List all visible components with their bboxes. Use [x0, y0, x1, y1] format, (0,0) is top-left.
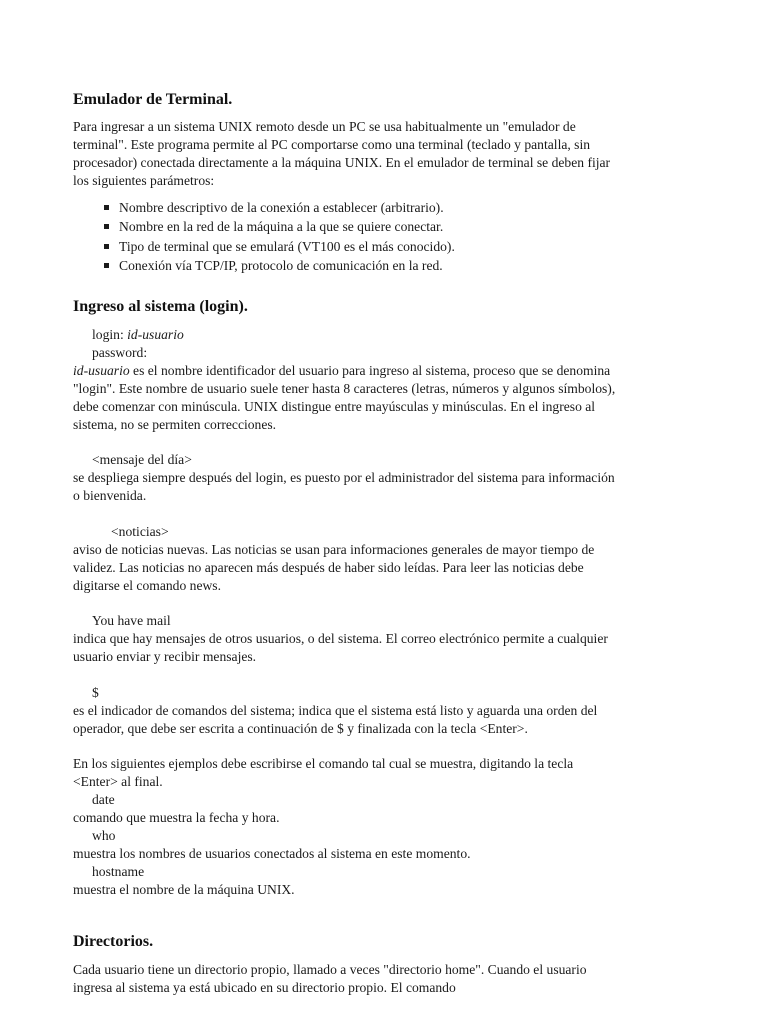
- paragraph-line: o bienvenida.: [73, 488, 147, 503]
- paragraph-line: se despliega siempre después del login, es puesto por el administrador del sistema para información: [73, 470, 615, 485]
- heading-emulador-terminal: Emulador de Terminal.: [73, 91, 233, 108]
- list-item: Tipo de terminal que se emulará (VT100 es el más conocido).: [104, 237, 694, 256]
- list-item: Nombre en la red de la máquina a la que se quiere conectar.: [104, 217, 694, 236]
- paragraph-line: Cada usuario tiene un directorio propio, llamado a veces "directorio home". Cuando el usuario: [73, 962, 587, 977]
- paragraph-line: Para ingresar a un sistema UNIX remoto desde un PC se usa habitualmente un "emulador de: [73, 119, 576, 134]
- paragraph-line: "login". Este nombre de usuario suele tener hasta 8 caracteres (letras, números y algunos símbolos),: [73, 381, 616, 396]
- paragraph-line: usuario enviar y recibir mensajes.: [73, 649, 257, 664]
- paragraph-line: id-usuario es el nombre identificador del usuario para ingreso al sistema, proceso que se denomina: [73, 363, 611, 378]
- paragraph-line: los siguientes parámetros:: [73, 173, 215, 188]
- motd-label: <mensaje del día>: [92, 452, 192, 467]
- paragraph-line: muestra los nombres de usuarios conectados al sistema en este momento.: [73, 846, 471, 861]
- list-item: Conexión vía TCP/IP, protocolo de comunicación en la red.: [104, 256, 694, 275]
- paragraph-line: ingresa al sistema ya está ubicado en su directorio propio. El comando: [73, 980, 456, 995]
- paragraph-line: debe comenzar con minúscula. UNIX distingue entre mayúsculas y minúsculas. En el ingreso al: [73, 399, 596, 414]
- paragraph-line: aviso de noticias nuevas. Las noticias se usan para informaciones generales de mayor tiempo de: [73, 542, 595, 557]
- command-hostname: hostname: [92, 864, 145, 879]
- square-bullet-icon: [104, 224, 109, 229]
- paragraph-line: En los siguientes ejemplos debe escribirse el comando tal cual se muestra, digitando la tecla: [73, 756, 574, 771]
- square-bullet-icon: [104, 263, 109, 268]
- command-who: who: [92, 828, 116, 843]
- paragraph-line: muestra el nombre de la máquina UNIX.: [73, 882, 295, 897]
- command-date: date: [92, 792, 115, 807]
- news-label: <noticias>: [111, 524, 169, 539]
- paragraph-line: digitarse el comando news.: [73, 578, 221, 593]
- list-item: Nombre descriptivo de la conexión a establecer (arbitrario).: [104, 198, 694, 217]
- paragraph-line: es el indicador de comandos del sistema; indica que el sistema está listo y aguarda una orden del: [73, 703, 598, 718]
- square-bullet-icon: [104, 244, 109, 249]
- password-line: password:: [92, 345, 148, 360]
- paragraph-line: indica que hay mensajes de otros usuarios, o del sistema. El correo electrónico permite a cualquier: [73, 631, 608, 646]
- paragraph-line: operador, que debe ser escrita a continuación de $ y finalizada con la tecla <Enter>.: [73, 721, 528, 736]
- prompt-label: $: [92, 685, 99, 700]
- paragraph-line: terminal". Este programa permite al PC comportarse como una terminal (teclado y pantalla, sin: [73, 137, 591, 152]
- parameter-list: [104, 198, 694, 276]
- heading-ingreso-sistema: Ingreso al sistema (login).: [73, 298, 248, 315]
- paragraph-line: validez. Las noticias no aparecen más después de haber sido leídas. Para leer las noticias debe: [73, 560, 584, 575]
- paragraph-line: sistema, no se permiten correcciones.: [73, 417, 277, 432]
- paragraph-line: comando que muestra la fecha y hora.: [73, 810, 280, 825]
- login-line: login: id-usuario: [92, 327, 184, 342]
- square-bullet-icon: [104, 205, 109, 210]
- paragraph-line: procesador) conectada directamente a la máquina UNIX. En el emulador de terminal se deben fijar: [73, 155, 611, 170]
- mail-label: You have mail: [92, 613, 171, 628]
- paragraph-line: <Enter> al final.: [73, 774, 163, 789]
- heading-directorios: Directorios.: [73, 933, 154, 950]
